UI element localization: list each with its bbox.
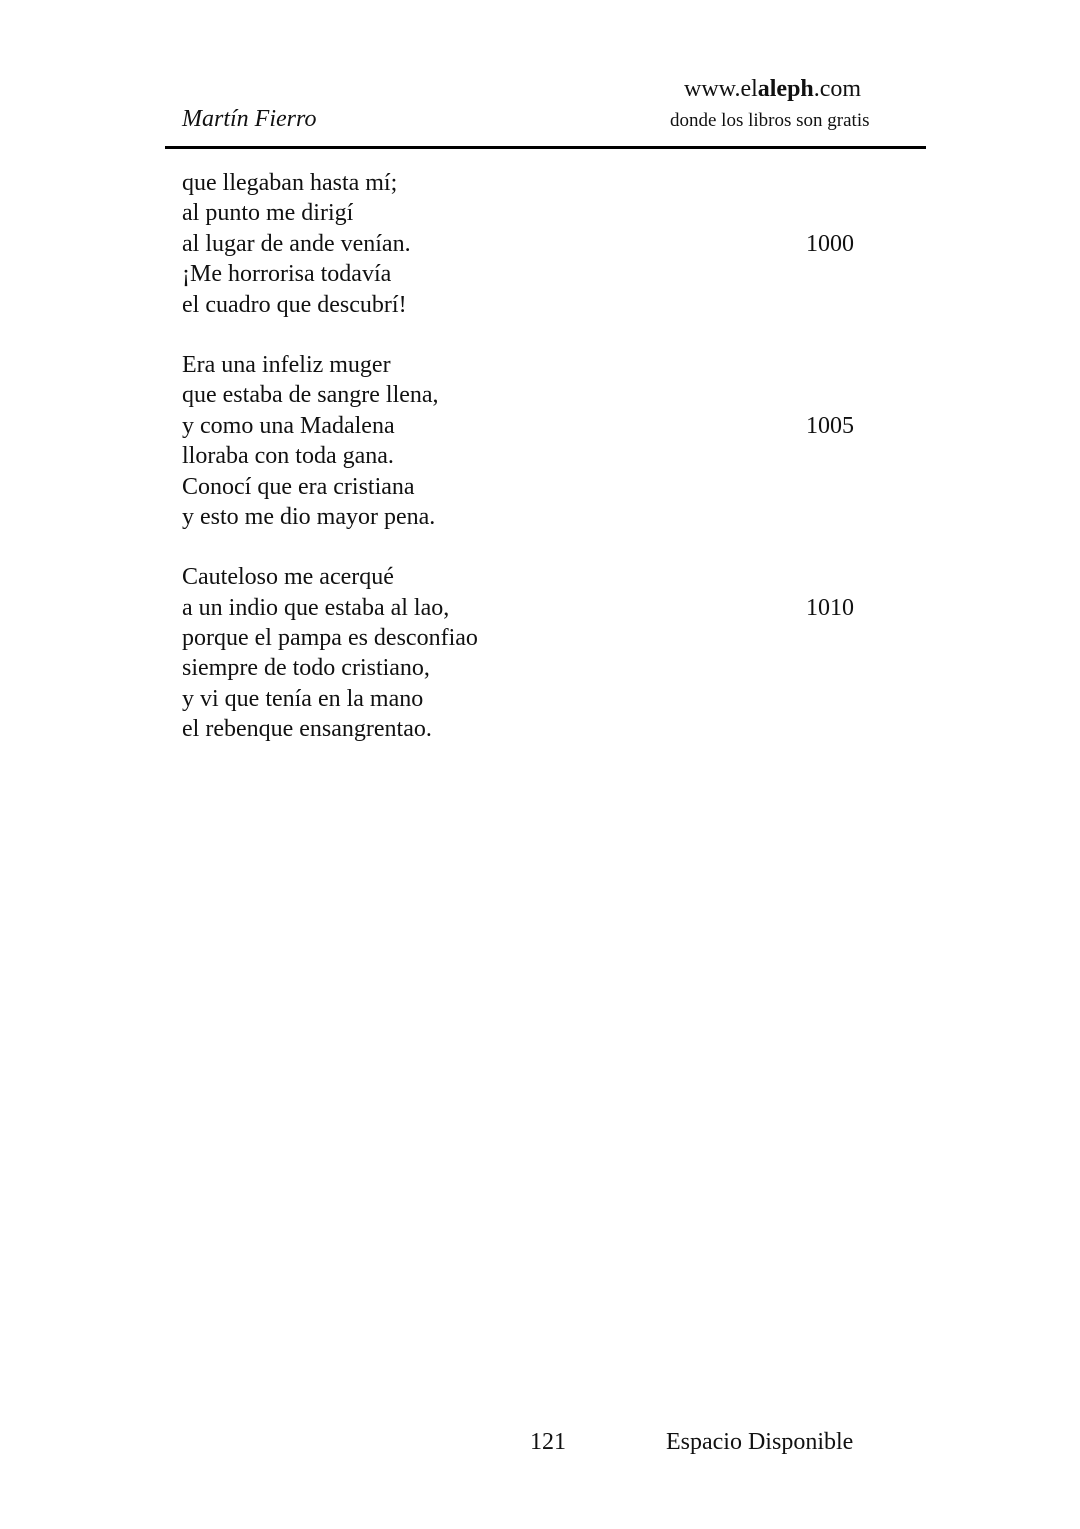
verse-line: [182, 259, 882, 289]
line-number: 1000: [806, 230, 854, 257]
verse-text: que estaba de sangre llena,: [182, 382, 439, 409]
verse-text: y esto me dio mayor pena.: [182, 503, 436, 530]
verse-text: siempre de todo cristiano,: [182, 655, 430, 682]
poem-body: [182, 168, 882, 775]
verse-text: y como una Madalena: [182, 412, 395, 439]
verse-text: el cuadro que descubrí!: [182, 291, 407, 318]
verse-text: Era una infeliz muger: [182, 351, 391, 378]
verse-line: [182, 714, 882, 744]
verse-line: [182, 623, 882, 653]
stanza: [182, 562, 882, 744]
verse-line: [182, 411, 882, 441]
verse-text: al punto me dirigí: [182, 200, 354, 227]
verse-line: [182, 198, 882, 228]
verse-text: al lugar de ande venían.: [182, 230, 411, 257]
stanza: [182, 168, 882, 320]
verse-line: [182, 653, 882, 683]
verse-line: [182, 472, 882, 502]
verse-text: el rebenque ensangrentao.: [182, 716, 432, 743]
verse-line: [182, 562, 882, 592]
verse-text: Conocí que era cristiana: [182, 473, 415, 500]
verse-line: [182, 168, 882, 198]
stanza: [182, 350, 882, 532]
site-url-suffix: .com: [813, 76, 862, 102]
header-divider: [165, 146, 926, 149]
verse-text: porque el pampa es desconfiao: [182, 625, 478, 652]
site-tagline: donde los libros son gratis: [670, 110, 870, 131]
verse-text: ¡Me horrorisa todavía: [182, 261, 392, 288]
verse-line: [182, 350, 882, 380]
site-url: [684, 74, 861, 104]
verse-line: [182, 502, 882, 532]
verse-line: [182, 380, 882, 410]
site-url-prefix: www.el: [684, 76, 758, 102]
verse-line: [182, 593, 882, 623]
book-title: Martín Fierro: [182, 106, 317, 132]
footer-note: Espacio Disponible: [666, 1429, 854, 1455]
line-number: 1005: [806, 412, 854, 439]
verse-text: Cauteloso me acerqué: [182, 564, 394, 591]
verse-line: [182, 684, 882, 714]
verse-text: lloraba con toda gana.: [182, 443, 394, 470]
page-number: 121: [530, 1429, 566, 1455]
verse-line: [182, 229, 882, 259]
verse-line: [182, 290, 882, 320]
verse-text: a un indio que estaba al lao,: [182, 594, 450, 621]
site-url-bold: aleph: [757, 76, 814, 102]
line-number: 1010: [806, 594, 854, 621]
verse-line: [182, 441, 882, 471]
verse-text: y vi que tenía en la mano: [182, 685, 424, 712]
verse-text: que llegaban hasta mí;: [182, 170, 398, 196]
